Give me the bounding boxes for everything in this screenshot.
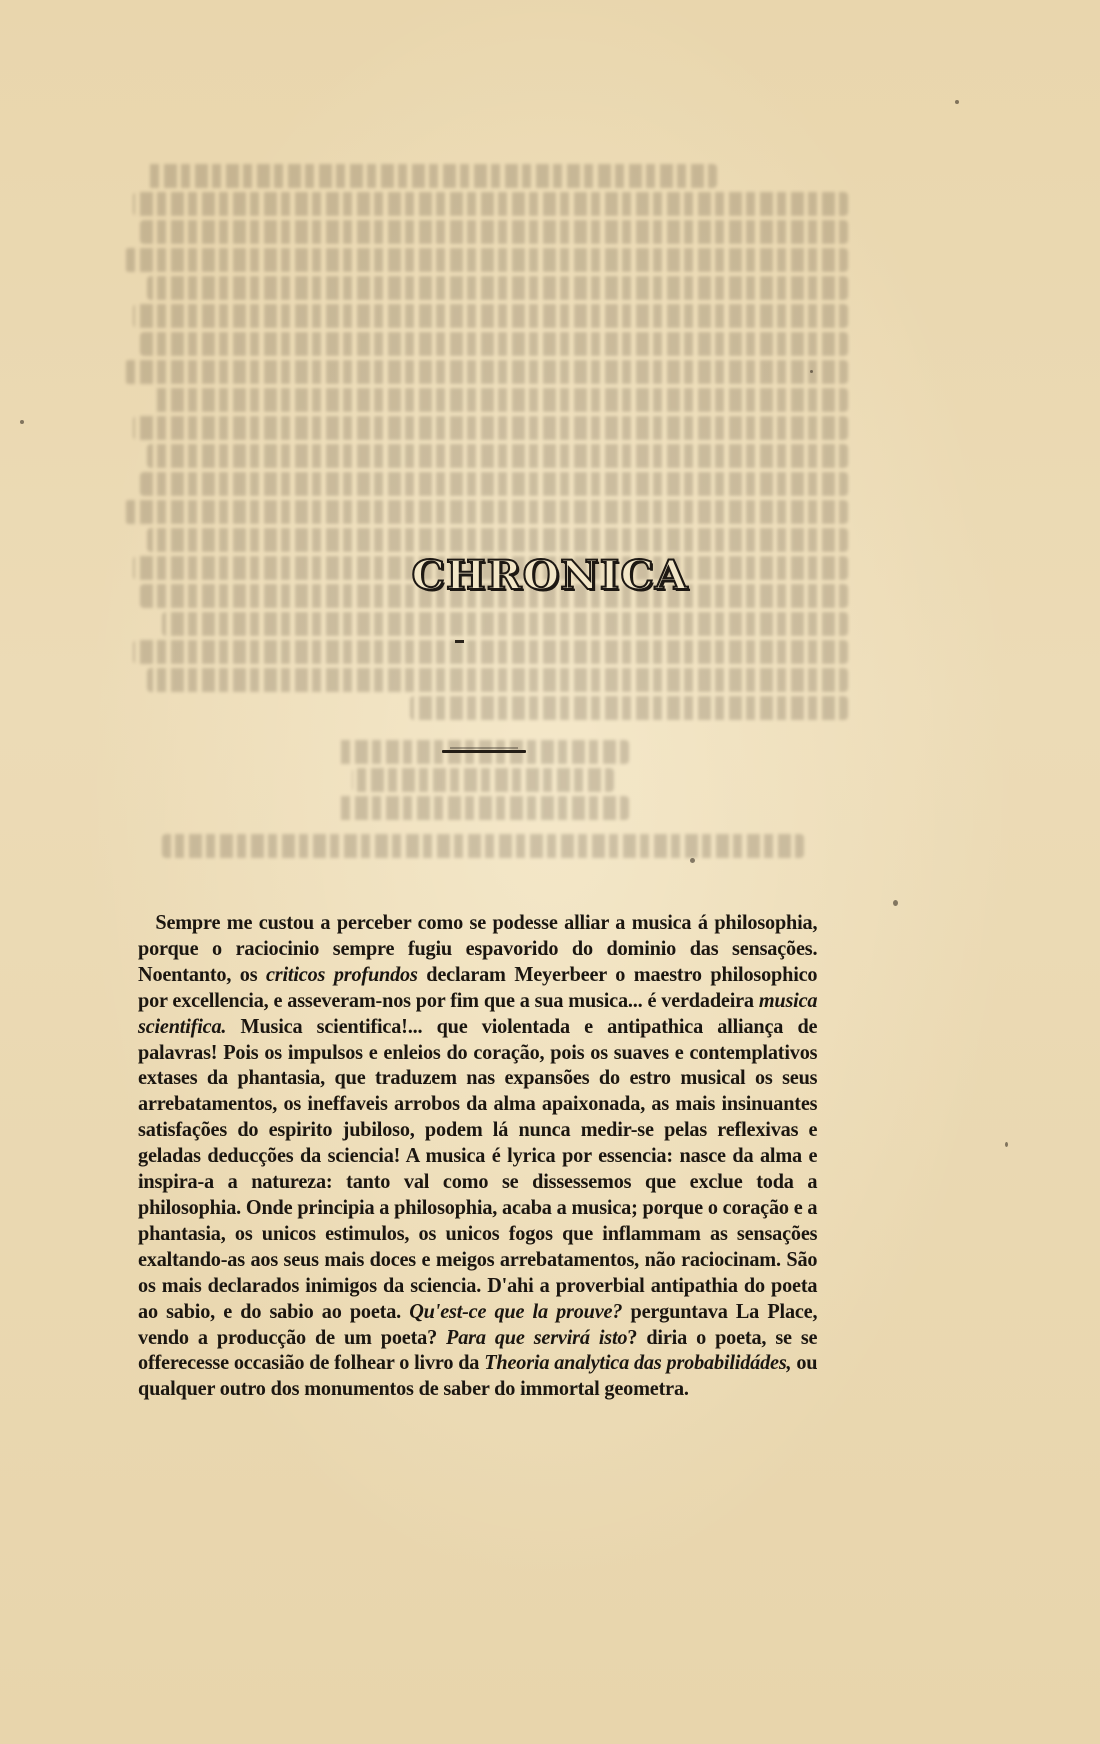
body-italic-segment: Para que servirá isto <box>446 1324 628 1349</box>
chronica-body-paragraph <box>138 910 817 1402</box>
paper-speck <box>810 370 813 373</box>
body-segment: ? diria o poeta, se se offerecesse occasião de folhear o livro da <box>138 1324 818 1375</box>
bleed-through-reverse-text <box>118 160 848 810</box>
body-segment: Sempre me custou a perceber como se podesse alliar a musica á philosophia, porque o raciocinio sempre fugiu espavorido do dominio das sensações. Noentanto, os <box>138 910 818 986</box>
body-segment: ou qualquer outro dos monumentos de saber do immortal geometra. <box>138 1350 818 1401</box>
paper-speck <box>1005 1142 1008 1147</box>
chronica-title: CHRONICA <box>411 552 689 599</box>
body-italic-segment: Qu'est-ce que la prouve? <box>409 1298 623 1323</box>
paper-speck <box>893 900 898 906</box>
ornament-dot <box>455 640 464 643</box>
body-italic-segment: Theoria analytica das probabilidádes, <box>484 1350 792 1375</box>
paper-speck <box>955 100 959 104</box>
paper-speck <box>20 420 24 424</box>
body-segment: perguntava La Place, vendo a producção de um poeta? <box>138 1298 818 1349</box>
section-rule <box>442 750 526 753</box>
body-segment: declaram Meyerbeer o maestro philosophico por excellencia, e asseveram-nos por fim que a sua musica... é verdadeira <box>138 961 818 1012</box>
paper-speck <box>690 858 695 863</box>
body-segment: Musica scientifica!... que violentada e antipathica alliança de palavras! Pois os impulsos e enleios do coração, pois os suaves e contemplativos extases da phantasia, que traduzem nas expansões do estro musical os seus arrebatamentos, os ineffaveis arrobos da alma apaixonada, as mais insinuantes satisfações do espirito jubiloso, podem lá nunca medir-se pelas reflexivas e geladas deducções da sciencia! A musica é lyrica por essencia: nasce da alma e inspira-a a natureza: tanto val como se dissessemos que exclue toda a philosophia. Onde principia a philosophia, acaba a musica; porque o coração e a phantasia, os unicos estimulos, os unicos fogos que inflammam as sensações exaltando-as aos seus mais doces e meigos arrebatamentos, não raciocinam. São os mais declarados inimigos da sciencia. D'ahi a proverbial antipathia do poeta ao sabio, e do sabio ao poeta. <box>138 1013 818 1323</box>
body-italic-segment: criticos profundos <box>265 961 418 986</box>
body-italic-segment: musica scientifica. <box>138 987 818 1038</box>
